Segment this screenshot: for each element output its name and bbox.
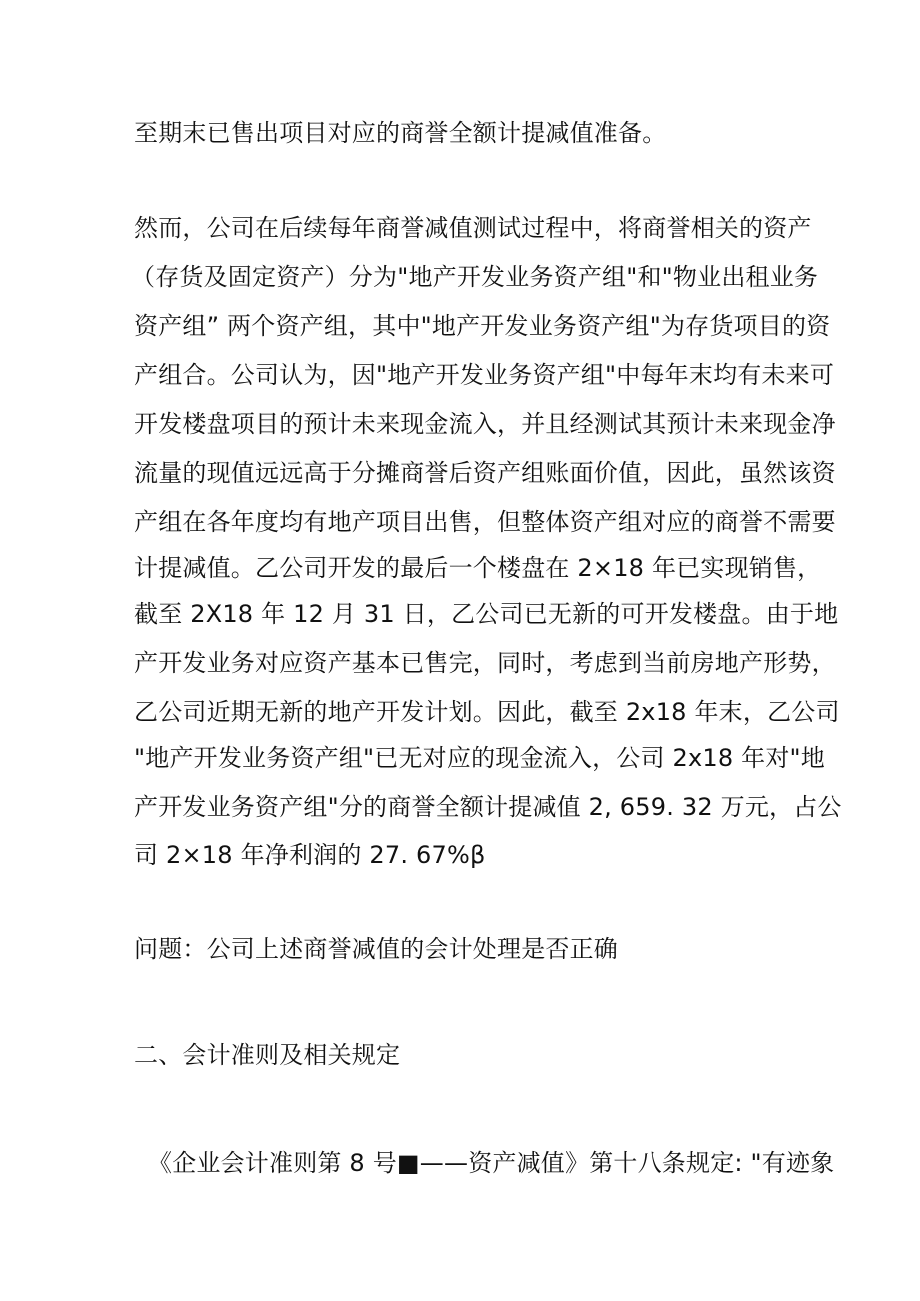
question-line: 问题：公司上述商誉减值的会计处理是否正确 bbox=[134, 935, 618, 963]
paragraph-line: 截至 2X18 年 12 月 31 日，乙公司已无新的可开发楼盘。由于地 bbox=[134, 600, 839, 628]
paragraph-line: 资产组” 两个资产组，其中"地产开发业务资产组"为存货项目的资 bbox=[134, 312, 831, 340]
quote-line: 《企业会计准则第 8 号■——资产减值》第十八条规定: "有迹象 bbox=[148, 1149, 835, 1177]
paragraph-line: 然而，公司在后续每年商誉减值测试过程中，将商誉相关的资产 bbox=[134, 214, 812, 242]
paragraph-line: 产开发业务对应资产基本已售完，同时，考虑到当前房地产形势， bbox=[134, 649, 836, 677]
paragraph-line: （存货及固定资产）分为"地产开发业务资产组"和"物业出租业务 bbox=[131, 263, 819, 291]
paragraph-line: 流量的现值远远高于分摊商誉后资产组账面价值，因此，虽然该资 bbox=[134, 459, 836, 487]
paragraph-line: 开发楼盘项目的预计未来现金流入，并且经测试其预计未来现金净 bbox=[134, 410, 836, 438]
paragraph-line: 产开发业务资产组"分的商誉全额计提减值 2, 659. 32 万元，占公 bbox=[134, 793, 842, 821]
section-heading: 二、会计准则及相关规定 bbox=[134, 1041, 401, 1069]
paragraph-line: 至期末已售出项目对应的商誉全额计提减值准备。 bbox=[134, 119, 667, 147]
paragraph-line: 司 2×18 年净利润的 27. 67%β bbox=[134, 841, 486, 869]
paragraph-line: 计提减值。乙公司开发的最后一个楼盘在 2×18 年已实现销售， bbox=[134, 554, 822, 582]
paragraph-line: 产组在各年度均有地产项目出售，但整体资产组对应的商誉不需要 bbox=[134, 508, 836, 536]
paragraph-line: "地产开发业务资产组"已无对应的现金流入，公司 2x18 年对"地 bbox=[134, 744, 825, 772]
paragraph-line: 乙公司近期无新的地产开发计划。因此，截至 2x18 年末，乙公司 bbox=[134, 698, 840, 726]
paragraph-line: 产组合。公司认为，因"地产开发业务资产组"中每年末均有未来可 bbox=[134, 361, 835, 389]
